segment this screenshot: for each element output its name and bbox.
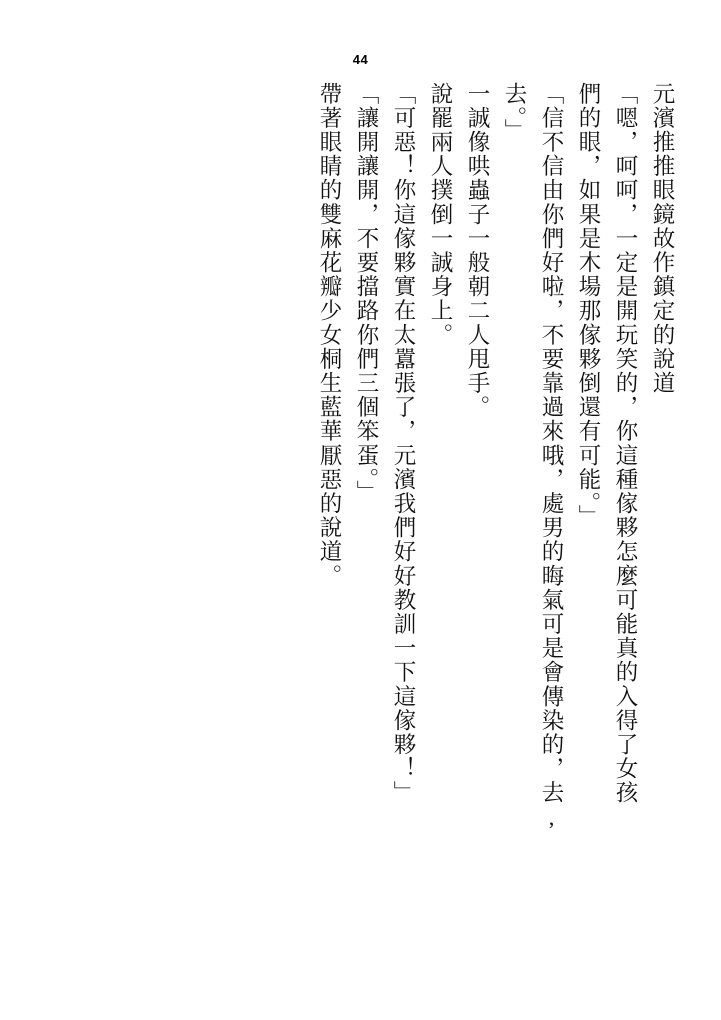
text-column: 「讓開讓開，不要擋路你們三個笨蛋。」	[354, 82, 379, 505]
text-column: 一誠像哄蟲子一般朝二人甩手。	[465, 82, 490, 420]
text-column: 「可惡！你這傢夥實在太囂張了，元濱我們好好教訓一下這傢夥！」	[391, 82, 416, 805]
text-column: 「嗯，呵呵，一定是開玩笑的，你這種傢夥怎麼可能真的入得了女孩	[613, 82, 638, 805]
text-column: 「信不信由你們好啦，不要靠過來哦，處男的晦氣可是會傳染的，去,	[539, 82, 564, 832]
text-column: 帶著眼睛的雙麻花瓣少女桐生藍華厭惡的說道。	[317, 82, 342, 589]
text-column: 元濱推推眼鏡故作鎮定的說道	[650, 82, 675, 396]
text-column: 去。」	[502, 82, 527, 144]
vertical-text-body	[303, 82, 673, 922]
text-column: 說罷兩人撲倒一誠身上。	[428, 82, 453, 348]
text-column: 們的眼，如果是木場那傢夥倒還有可能。」	[576, 82, 601, 529]
page-number: 44	[352, 52, 369, 67]
